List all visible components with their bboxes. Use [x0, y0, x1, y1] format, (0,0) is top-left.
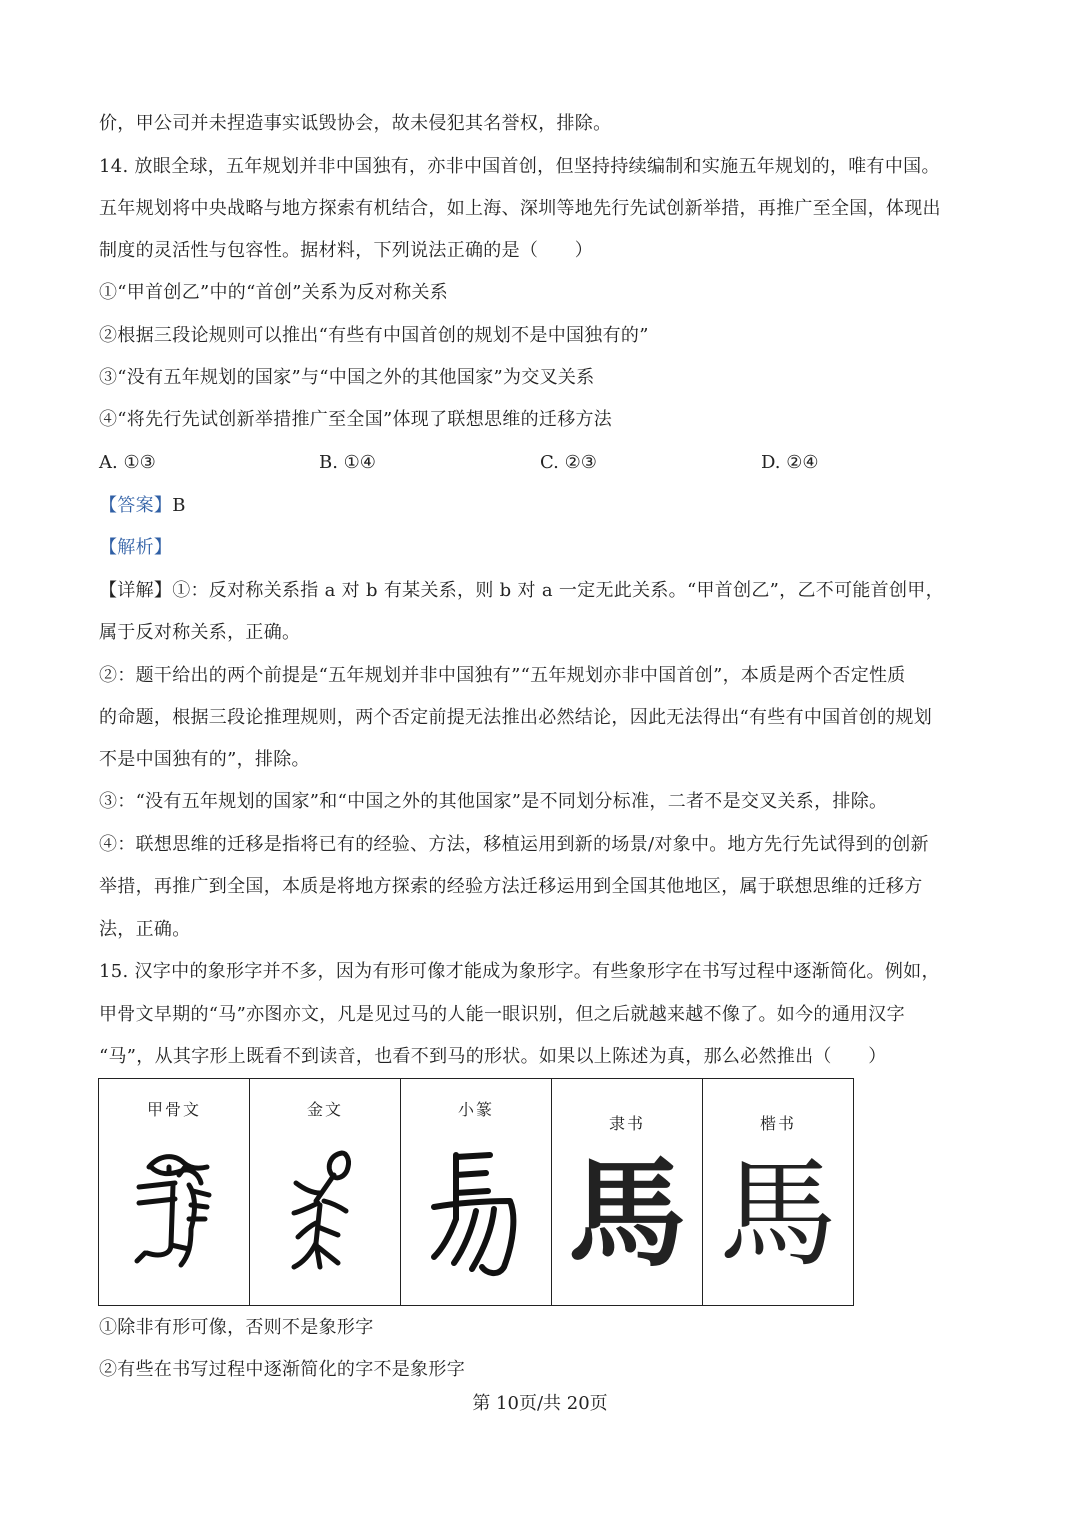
glyph-header: 甲骨文: [146, 1100, 201, 1119]
statement-1: ①“甲首创乙”中的“首创”关系为反对称关系: [99, 282, 449, 303]
question-14-stem: 制度的灵活性与包容性。据材料，下列说法正确的是（ ）: [99, 240, 594, 261]
statement-4: ④“将先行先试创新举措推广至全国”体现了联想思维的迁移方法: [99, 409, 613, 430]
glyph-header: 金文: [306, 1100, 343, 1119]
statement-3: ③“没有五年规划的国家”与“中国之外的其他国家”为交叉关系: [99, 367, 595, 388]
option-a: A. ①③: [99, 452, 156, 473]
analysis-tag: 【解析】: [99, 537, 173, 558]
option-b: B. ①④: [319, 452, 376, 473]
question-15-stem: “马”，从其字形上既看不到读音，也看不到马的形状。如果以上陈述为真，那么必然推出（ ）: [99, 1046, 887, 1067]
seal-horse-glyph: [426, 1145, 526, 1285]
option-d: D. ②④: [761, 452, 819, 473]
statement-2: ②根据三段论规则可以推出“有些有中国首创的规划不是中国独有的”: [99, 325, 649, 346]
question-14-stem: 五年规划将中央战略与地方探索有机结合，如上海、深圳等地先行先试创新举措，再推广至全国，体现出: [99, 198, 941, 219]
detail-line: 属于反对称关系，正确。: [99, 622, 301, 643]
page-footer: 第 10页/共 20页: [472, 1393, 608, 1414]
answer-value: B: [172, 495, 186, 516]
detail-line: 举措，再推广到全国，本质是将地方探索的经验方法迁移运用到全国其他地区，属于联想思维的迁移方: [99, 876, 923, 897]
answer-line: [99, 494, 186, 518]
text-line: 价，甲公司并未捏造事实诋毁协会，故未侵犯其名誉权，排除。: [99, 113, 612, 134]
detail-line: ④：联想思维的迁移是指将已有的经验、方法，移植运用到新的场景/对象中。地方先行先试得到的创新: [99, 834, 929, 855]
question-15-stem: 甲骨文早期的“马”亦图亦文，凡是见过马的人能一眼识别，但之后就越来越不像了。如今的通用汉字: [99, 1004, 905, 1025]
answer-options: [99, 451, 979, 475]
oracle-horse-glyph: [129, 1145, 219, 1285]
glyph-cell-clerical: [552, 1079, 703, 1306]
glyph-cell-bronze: [250, 1079, 401, 1306]
script-evolution-table: [98, 1078, 854, 1306]
option-c: C. ②③: [540, 452, 597, 473]
glyph-header: 小篆: [457, 1100, 494, 1119]
regular-horse-glyph: 馬: [718, 1145, 838, 1283]
question-14-stem: 14. 放眼全球，五年规划并非中国独有，亦非中国首创，但坚持持续编制和实施五年规划的，唯有中国。: [99, 156, 940, 177]
detail-line: 不是中国独有的”，排除。: [99, 749, 310, 770]
detail-line: ②：题干给出的两个前提是“五年规划并非中国独有”“五年规划亦非中国首创”，本质是两个否定性质: [99, 665, 906, 686]
answer-tag: 【答案】: [99, 495, 173, 516]
glyph-header: 隶书: [608, 1114, 645, 1133]
clerical-horse-glyph: 馬: [567, 1144, 687, 1283]
detail-line: 的命题，根据三段论推理规则，两个否定前提无法推出必然结论，因此无法得出“有些有中国首创的规划: [99, 707, 932, 728]
detail-line: 法，正确。: [99, 919, 191, 940]
question-15-stem: 15. 汉字中的象形字并不多，因为有形可像才能成为象形字。有些象形字在书写过程中逐渐简化。例如，: [99, 961, 940, 982]
choice-2: ②有些在书写过程中逐渐简化的字不是象形字: [99, 1359, 465, 1380]
glyph-cell-regular: [703, 1079, 854, 1306]
bronze-horse-glyph: [280, 1145, 370, 1285]
glyph-cell-oracle: [99, 1079, 250, 1306]
choice-1: ①除非有形可像，否则不是象形字: [99, 1317, 374, 1338]
glyph-cell-small-seal: [401, 1079, 552, 1306]
glyph-header: 楷书: [759, 1114, 796, 1133]
detail-line: 【详解】①：反对称关系指 a 对 b 有某关系，则 b 对 a 一定无此关系。“甲首创乙”，乙不可能首创甲，: [99, 580, 944, 601]
detail-line: ③：“没有五年规划的国家”和“中国之外的其他国家”是不同划分标准，二者不是交叉关系，排除。: [99, 791, 888, 812]
